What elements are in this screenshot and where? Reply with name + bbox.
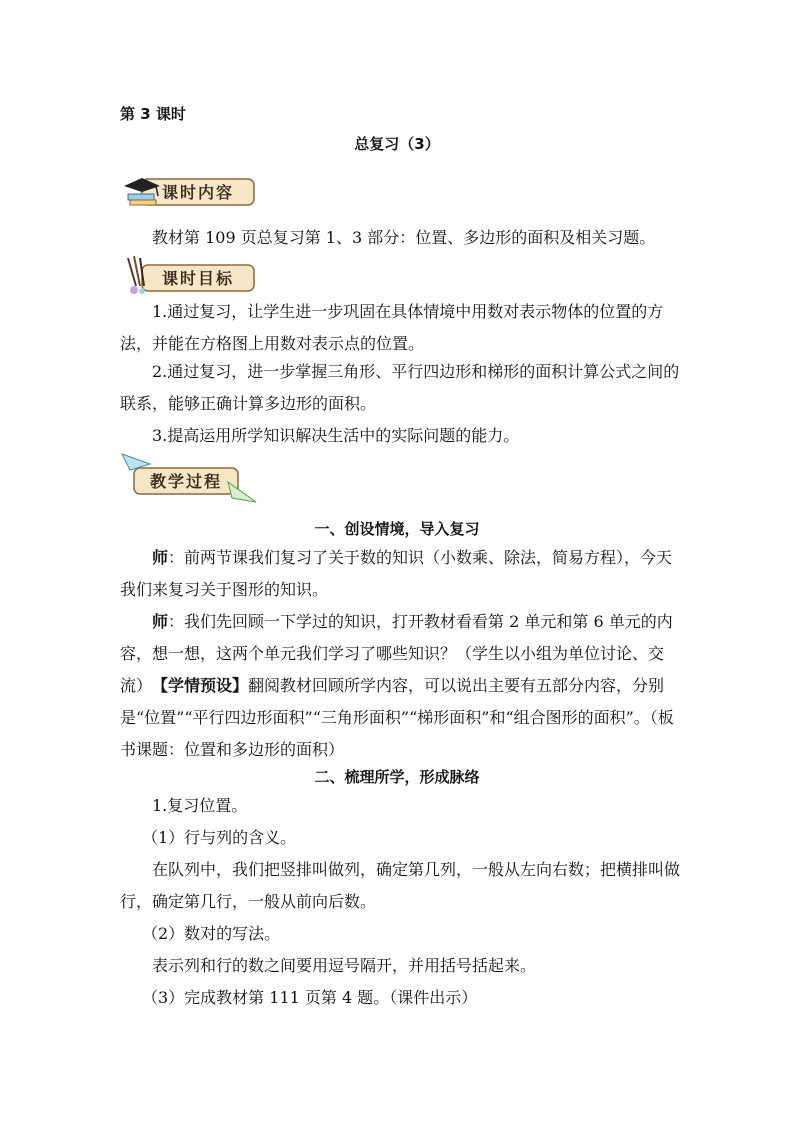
sub-item-1-text: 在队列中，我们把竖排叫做列，确定第几列，一般从左向右数；把横排叫做行，确定第几行，一般从前向后数。 [120,860,681,911]
paragraph-teacher-1 [120,542,682,606]
lesson-label: 第 3 课时 [120,105,186,123]
speaker-label: 师 [152,612,169,631]
paragraph-preview [120,670,682,766]
sub-item-1: （1）行与列的含义。 [142,828,297,847]
speaker-label: 师 [152,548,169,567]
sub-item-2-text: 表示列和行的数之间要用逗号隔开，并用括号括起来。 [152,956,537,975]
goal-item-3: 3.提高运用所学知识解决生活中的实际问题的能力。 [152,426,520,445]
preview-tag: 【学情预设】 [152,676,249,695]
banner-lesson-goals [120,256,260,296]
banner-teaching-process [120,452,260,504]
paragraph-text: ：我们先回顾一下学过的知识，打开教材看看第 2 单元和第 6 单元的内容，想一想，这两个单元我们学习了哪些知识？（学生以小组为单位讨论、交流） [120,612,673,695]
content-text: 教材第 109 页总复习第 1、3 部分：位置、多边形的面积及相关习题。 [152,228,656,247]
goal-item-1: 1.通过复习，让学生进一步巩固在具体情境中用数对表示物体的位置的方法，并能在方格图上用数对表示点的位置。 [120,302,664,353]
banner-label: 课时目标 [162,269,235,288]
page-title: 总复习（3） [354,135,440,153]
review-item-1: 1.复习位置。 [152,796,248,815]
sub-item-2: （2）数对的写法。 [142,924,281,943]
section-heading-1: 一、创设情境，导入复习 [314,520,480,538]
paragraph-text: 翻阅教材回顾所学内容，可以说出主要有五部分内容，分别是“位置”“平行四边形面积”“三角形面积”“梯形面积”和“组合图形的面积”。（板书课题：位置和多边形的面积） [120,676,674,759]
section-heading-2: 二、梳理所学，形成脉络 [314,768,480,786]
banner-label: 教学过程 [150,472,223,491]
banner-lesson-content [120,170,260,210]
sub-item-3: （3）完成教材第 111 页第 4 题。（课件出示） [142,988,478,1007]
goal-item-2: 2.通过复习，进一步掌握三角形、平行四边形和梯形的面积计算公式之间的联系，能够正确计算多边形的面积。 [120,362,680,413]
banner-label: 课时内容 [162,183,235,202]
paragraph-text: ：前两节课我们复习了关于数的知识（小数乘、除法，简易方程），今天我们来复习关于图形的知识。 [120,548,673,599]
